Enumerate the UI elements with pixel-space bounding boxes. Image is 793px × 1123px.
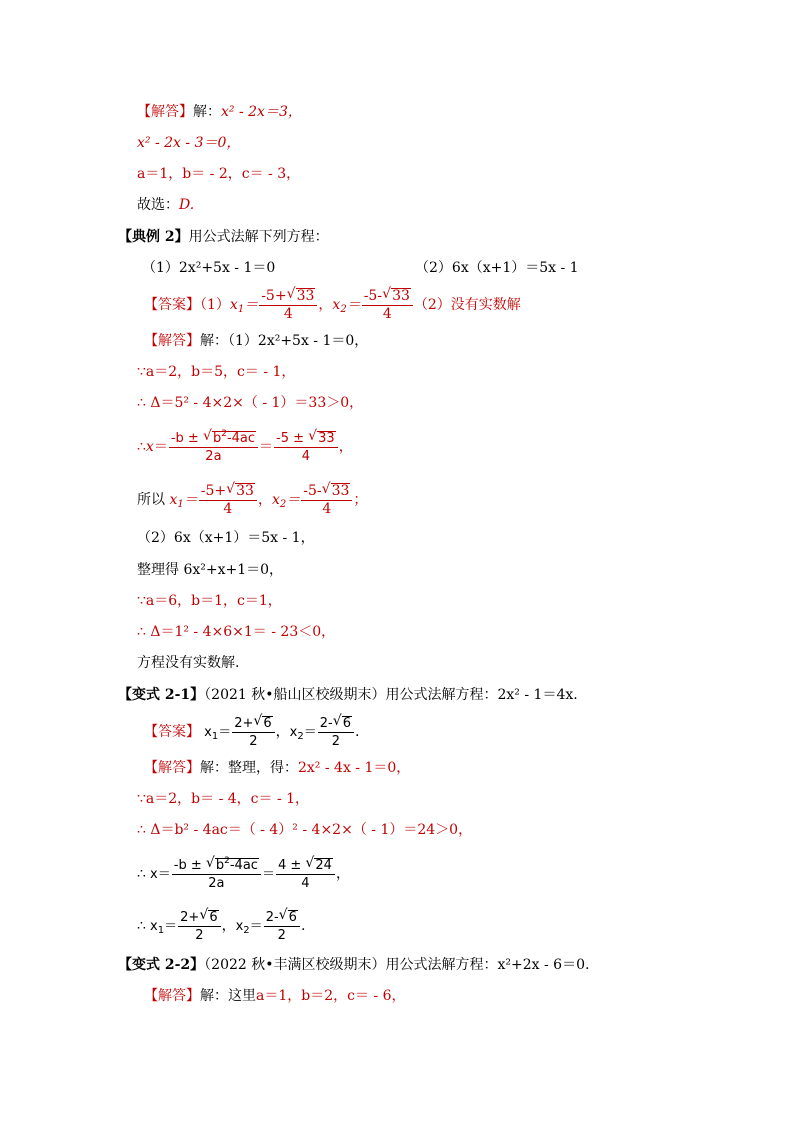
solution-step-2: ∴ Δ＝5² - 4×2×（ - 1）＝33＞0， xyxy=(137,395,364,411)
variant-desc: （2022 秋•丰满区校级期末）用公式法解方程：x²+2x - 6＝0. xyxy=(204,957,590,973)
variant-2-1-solution xyxy=(144,758,410,778)
solution-step-9: 方程没有实数解. xyxy=(137,655,240,671)
question-2: （2）6x（x+1）＝5x - 1 xyxy=(415,260,579,276)
variant-2-1-step-3: ∴ x＝ -b ± √ $b^2-4ac$ 2a ＝ 4 ± √ 24 4 ， xyxy=(137,854,350,891)
answer-tail: （2）没有实数解 xyxy=(413,297,521,313)
variant-2-1-step-1: ∵a＝2，b＝ - 4，c＝ - 1， xyxy=(137,791,310,807)
solution-step-4: 所以 $x_1=$ -5+ √ 33 4 ，$x_2=$ -5- √ 33 4 ； xyxy=(137,480,368,517)
equation: x² - 2x＝3， xyxy=(221,104,302,120)
solution-text: 解：这里 xyxy=(200,988,256,1004)
solution-step-5: （2）6x（x+1）＝5x - 1， xyxy=(137,530,315,546)
solution-intro xyxy=(144,331,368,351)
solution-step-8: ∴ Δ＝1² - 4×6×1＝ - 23＜0， xyxy=(137,624,336,640)
choice-label: 故选： xyxy=(137,197,179,213)
rearrange-label: 整理得 xyxy=(137,562,179,578)
solution-eq: 2x² - 4x - 1＝0， xyxy=(298,760,411,776)
answer-label: 【答案】 xyxy=(144,297,200,313)
solution-step-3: ∴x＝ -b ± √ $b^2-4ac$ 2a ＝ -5 ± √ 33 4 ， xyxy=(137,427,353,464)
rearranged-eq: 6x²+x+1＝0， xyxy=(183,562,284,578)
variant-2-1-step-4: ∴ $x_1=$ 2+ √ 6 2 ，$x_2=$ 2- √ 6 2 . xyxy=(137,906,306,943)
solution-values: a＝1，b＝2，c＝ - 6， xyxy=(256,988,406,1004)
solution-label: 【解答】 xyxy=(144,988,200,1004)
solution-text: 解：整理，得： xyxy=(200,760,298,776)
variant-desc: （2021 秋•船山区校级期末）用公式法解方程：2x² - 1＝4x. xyxy=(204,687,578,703)
answer-line: 【答案】$(1)x_1=$ -5+ √ 33 4 ，$x_2=$ -5- √ 33 4 （2）没有实数解 xyxy=(144,285,521,322)
variant-2-1-step-2: ∴ Δ＝b² - 4ac＝（ - 4）² - 4×2×（ - 1）＝24＞0， xyxy=(137,822,473,838)
variant-2-1-title xyxy=(118,685,578,705)
solution-step-7: ∵a＝6，b＝1，c＝1， xyxy=(137,593,282,609)
solution-line-4 xyxy=(137,195,194,215)
variant-2-1-answer: 【答案】 $x_1=$ 2+ √ 6 2 ，$x_2=$ 2- √ 6 2 . xyxy=(144,712,360,749)
so-label: 所以 xyxy=(137,492,165,508)
question-1: （1）2x²+5x - 1＝0 xyxy=(142,260,276,276)
variant-2-2-solution xyxy=(144,986,406,1006)
answer-label: 【答案】 xyxy=(144,724,200,740)
solution-step-6 xyxy=(137,560,283,580)
example-desc: 用公式法解下列方程： xyxy=(188,229,329,245)
variant-2-2-title xyxy=(118,955,589,975)
solution-line-1 xyxy=(137,102,302,122)
choice-answer: D. xyxy=(179,197,195,213)
solution-intro-text: 解：（1）2x²+5x - 1＝0， xyxy=(200,333,369,349)
solution-label: 【解答】 xyxy=(144,760,200,776)
solution-line-3: a＝1，b＝ - 2，c＝ - 3， xyxy=(137,166,301,182)
variant-label: 【变式 2-2】 xyxy=(118,957,205,973)
example-2-title xyxy=(118,227,329,247)
solution-label: 【解答】 xyxy=(144,333,200,349)
solution-line-2: x² - 2x - 3＝0， xyxy=(137,135,241,151)
solution-step-1: ∵a＝2，b＝5，c＝ - 1， xyxy=(137,364,296,380)
answer-part-1: （1） xyxy=(200,297,230,313)
solution-text: 解： xyxy=(193,104,221,120)
example-label: 【典例 2】 xyxy=(118,229,189,245)
variant-label: 【变式 2-1】 xyxy=(118,687,205,703)
answer-label: 【解答】 xyxy=(137,104,193,120)
